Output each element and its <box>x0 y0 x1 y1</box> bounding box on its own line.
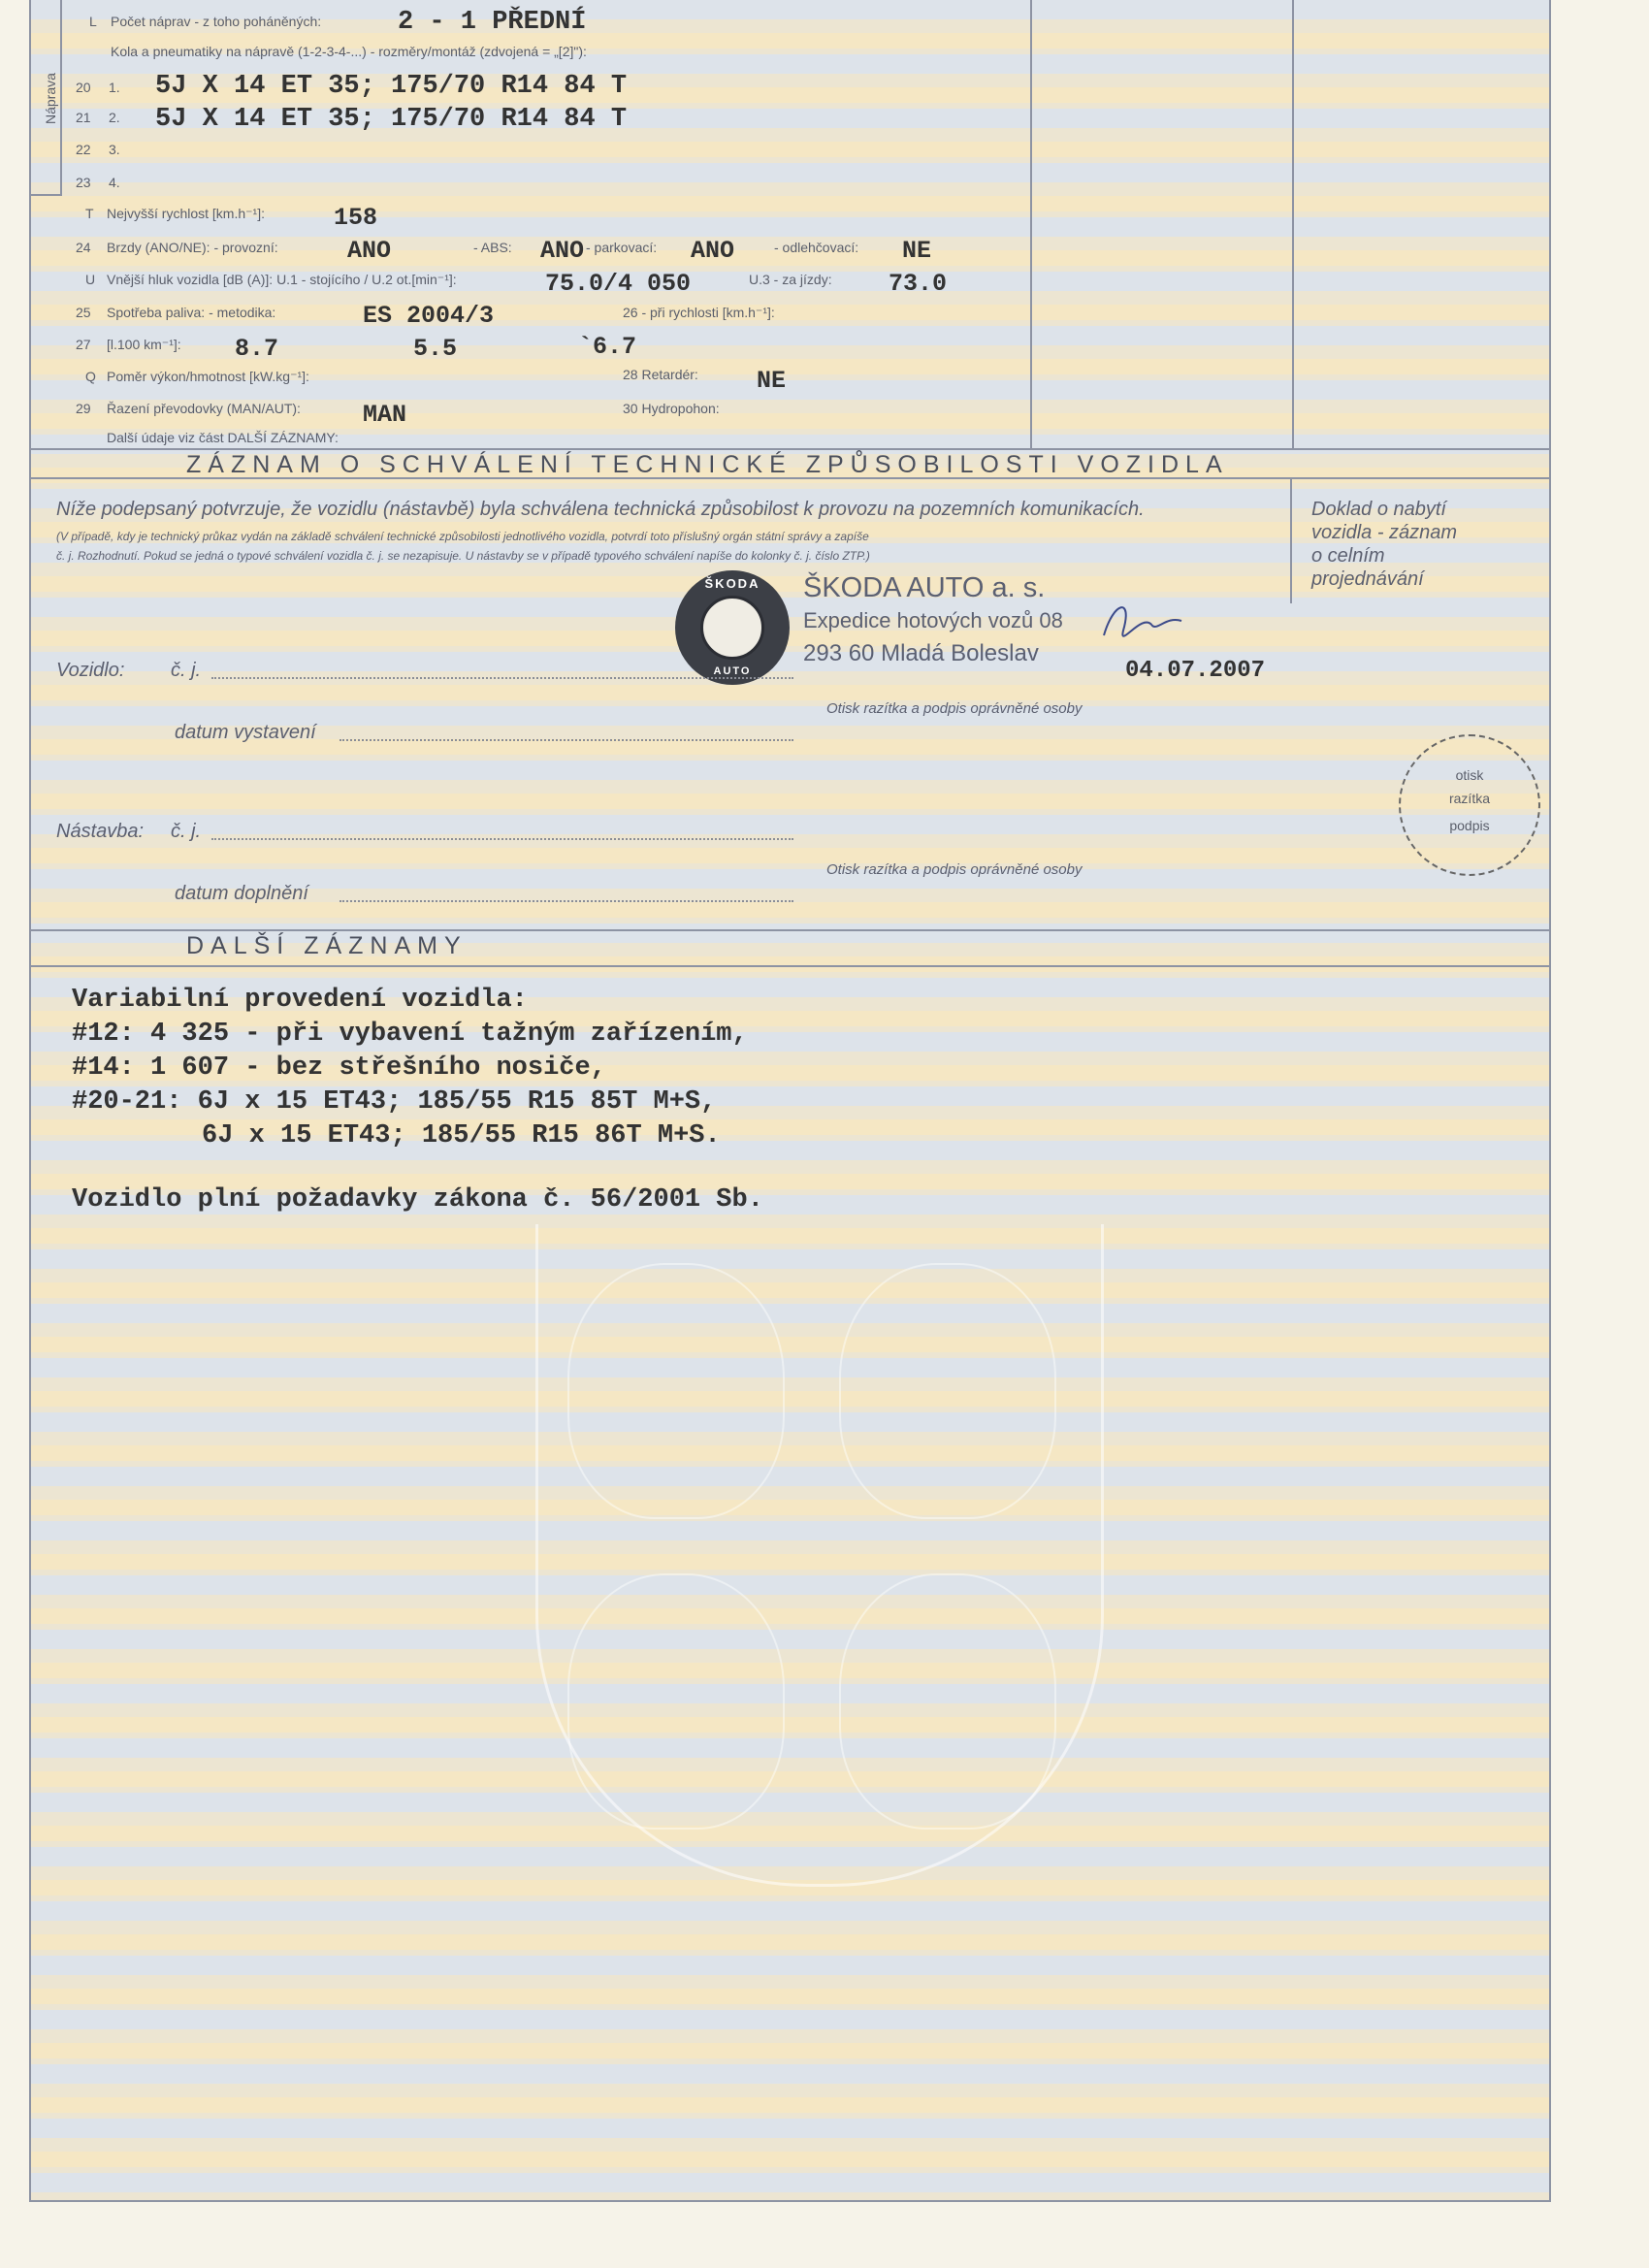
row-28-label: 28 Retardér: <box>623 367 698 382</box>
row-20-value: 5J X 14 ET 35; 175/70 R14 84 T <box>155 72 628 101</box>
abs-label: - ABS: <box>473 240 512 255</box>
row-29-label: Řazení převodovky (MAN/AUT): <box>107 401 301 416</box>
row-23-sub: 4. <box>109 175 120 190</box>
row-21-code: 21 <box>76 110 91 125</box>
row-U-label: Vnější hluk vozidla [dB (A)]: U.1 - stojícího / U.2 ot.[min⁻¹]: <box>107 272 457 287</box>
customs-note-1: Doklad o nabytí <box>1311 499 1446 520</box>
fuel-combined-value: `6.7 <box>578 333 637 361</box>
row-T-code: T <box>85 206 94 221</box>
row-U-code: U <box>85 272 96 287</box>
customs-note-3: o celním <box>1311 545 1385 567</box>
lion-watermark-icon <box>839 1573 1056 1830</box>
row-26-label: 26 - při rychlosti [km.h⁻¹]: <box>623 305 775 320</box>
vehicle-cj-label: č. j. <box>171 660 202 681</box>
records-line-3: #14: 1 607 - bez střešního nosiče, <box>72 1053 606 1083</box>
eagle-watermark-icon <box>567 1573 785 1830</box>
vehicle-label: Vozidlo: <box>56 660 125 681</box>
noise-standing-value: 75.0/4 050 <box>545 270 692 298</box>
stamp-caption-2: Otisk razítka a podpis oprávněné osoby <box>826 861 1083 878</box>
row-29-code: 29 <box>76 401 91 416</box>
row-22-sub: 3. <box>109 142 120 157</box>
brakes-relief-value: NE <box>902 237 932 265</box>
row-L-label: Počet náprav - z toho poháněných: <box>111 14 322 29</box>
row-20-code: 20 <box>76 80 91 95</box>
customs-note-2: vozidla - záznam <box>1311 522 1458 543</box>
completion-date-field <box>340 900 793 902</box>
row-27-label: [l.100 km⁻¹]: <box>107 337 181 352</box>
noise-driving-label: U.3 - za jízdy: <box>749 272 832 287</box>
axle-side-label: Náprava <box>43 73 58 124</box>
approval-title: ZÁZNAM O SCHVÁLENÍ TECHNICKÉ ZPŮSOBILOSTI VOZIDLA <box>186 451 1229 478</box>
vehicle-cj-field <box>211 677 793 679</box>
divider <box>31 194 62 196</box>
approval-note-2: č. j. Rozhodnutí. Pokud se jedná o typové schválení vozidla č. j. se nezapisuje. U nástavby se v případě typového schválení napíše do kolonky č. j. číslo ZTP.) <box>56 549 870 563</box>
document-sheet <box>29 0 1551 2202</box>
relief-label: - odlehčovací: <box>774 240 859 255</box>
records-line-4: #20-21: 6J x 15 ET43; 185/55 R15 85T M+S, <box>72 1087 717 1117</box>
divider <box>1292 0 1294 448</box>
fuel-extra-value: 5.5 <box>413 335 458 363</box>
more-records-note: Další údaje viz část DALŠÍ ZÁZNAMY: <box>107 430 339 445</box>
row-22-code: 22 <box>76 142 91 157</box>
body-label: Nástavba: <box>56 821 145 842</box>
row-24-code: 24 <box>76 240 91 255</box>
approval-statement: Níže podepsaný potvrzuje, že vozidlu (nástavbě) byla schválena technická způsobilost k provozu na pozemních komunikacích. <box>56 499 1145 520</box>
row-T-label: Nejvyšší rychlost [km.h⁻¹]: <box>107 206 265 221</box>
row-L-code: L <box>89 14 97 29</box>
row-21-sub: 2. <box>109 110 120 125</box>
row-20-sub: 1. <box>109 80 120 95</box>
divider <box>1030 0 1032 448</box>
row-25-code: 25 <box>76 305 91 320</box>
lion-watermark-icon <box>567 1263 785 1519</box>
row-L-value: 2 - 1 PŘEDNÍ <box>398 8 587 37</box>
row-Q-code: Q <box>85 369 96 384</box>
circle-text-3: podpis <box>1449 818 1490 833</box>
fuel-method-value: ES 2004/3 <box>363 302 495 330</box>
brakes-park-value: ANO <box>691 237 735 265</box>
records-line-5: 6J x 15 ET43; 185/55 R15 86T M+S. <box>202 1121 721 1150</box>
stamp-address: 293 60 Mladá Boleslav <box>803 640 1039 666</box>
row-30-label: 30 Hydropohon: <box>623 401 720 416</box>
customs-note-4: projednávání <box>1311 568 1424 590</box>
row-Q-label: Poměr výkon/hmotnost [kW.kg⁻¹]: <box>107 369 309 384</box>
body-cj-label: č. j. <box>171 821 202 842</box>
stamp-caption-1: Otisk razítka a podpis oprávněné osoby <box>826 700 1083 717</box>
divider <box>31 448 1549 450</box>
divider <box>31 929 1549 931</box>
retarder-value: NE <box>757 367 787 395</box>
fuel-urban-value: 8.7 <box>235 335 279 363</box>
divider <box>60 0 62 194</box>
row-27-code: 27 <box>76 337 91 352</box>
stamp-company: ŠKODA AUTO a. s. <box>803 572 1046 603</box>
customs-stamp-circle <box>1399 734 1540 876</box>
records-title: DALŠÍ ZÁZNAMY <box>186 932 468 959</box>
gearbox-value: MAN <box>363 401 407 429</box>
brakes-service-value: ANO <box>347 237 392 265</box>
body-cj-field <box>211 838 793 840</box>
wheels-note: Kola a pneumatiky na nápravě (1-2-3-4-...) - rozměry/montáž (zdvojená = „[2]"): <box>111 44 587 59</box>
stamp-department: Expedice hotových vozů 08 <box>803 608 1063 632</box>
completion-date-label: datum doplnění <box>175 883 308 904</box>
row-23-code: 23 <box>76 175 91 190</box>
skoda-logo-icon: ŠKODA AUTO <box>675 570 790 685</box>
brakes-abs-value: ANO <box>540 237 585 265</box>
eagle-watermark-icon <box>839 1263 1056 1519</box>
circle-text-1: otisk <box>1455 767 1484 783</box>
row-24-label: Brzdy (ANO/NE): - provozní: <box>107 240 278 255</box>
records-line-1: Variabilní provedení vozidla: <box>72 986 528 1015</box>
stamp-date: 04.07.2007 <box>1125 658 1266 684</box>
row-25-label: Spotřeba paliva: - metodika: <box>107 305 276 320</box>
records-line-6: Vozidlo plní požadavky zákona č. 56/2001 Sb. <box>72 1185 763 1215</box>
park-label: - parkovací: <box>586 240 658 255</box>
circle-text-2: razítka <box>1448 791 1490 806</box>
divider <box>1290 477 1292 603</box>
coat-of-arms-watermark <box>535 1224 1104 1887</box>
row-T-value: 158 <box>334 204 378 232</box>
approval-note-1: (V případě, kdy je technický průkaz vydán na základě schválení technické způsobilosti jednotlivého vozidla, potvrdí toto příslušný orgán státní správy a zapíše <box>56 530 869 543</box>
signature-icon <box>1094 592 1191 660</box>
row-21-value: 5J X 14 ET 35; 175/70 R14 84 T <box>155 105 628 134</box>
records-line-2: #12: 4 325 - při vybavení tažným zařízením, <box>72 1020 748 1049</box>
issue-date-field <box>340 739 793 741</box>
issue-date-label: datum vystavení <box>175 722 316 743</box>
noise-driving-value: 73.0 <box>889 270 948 298</box>
divider <box>31 965 1549 967</box>
